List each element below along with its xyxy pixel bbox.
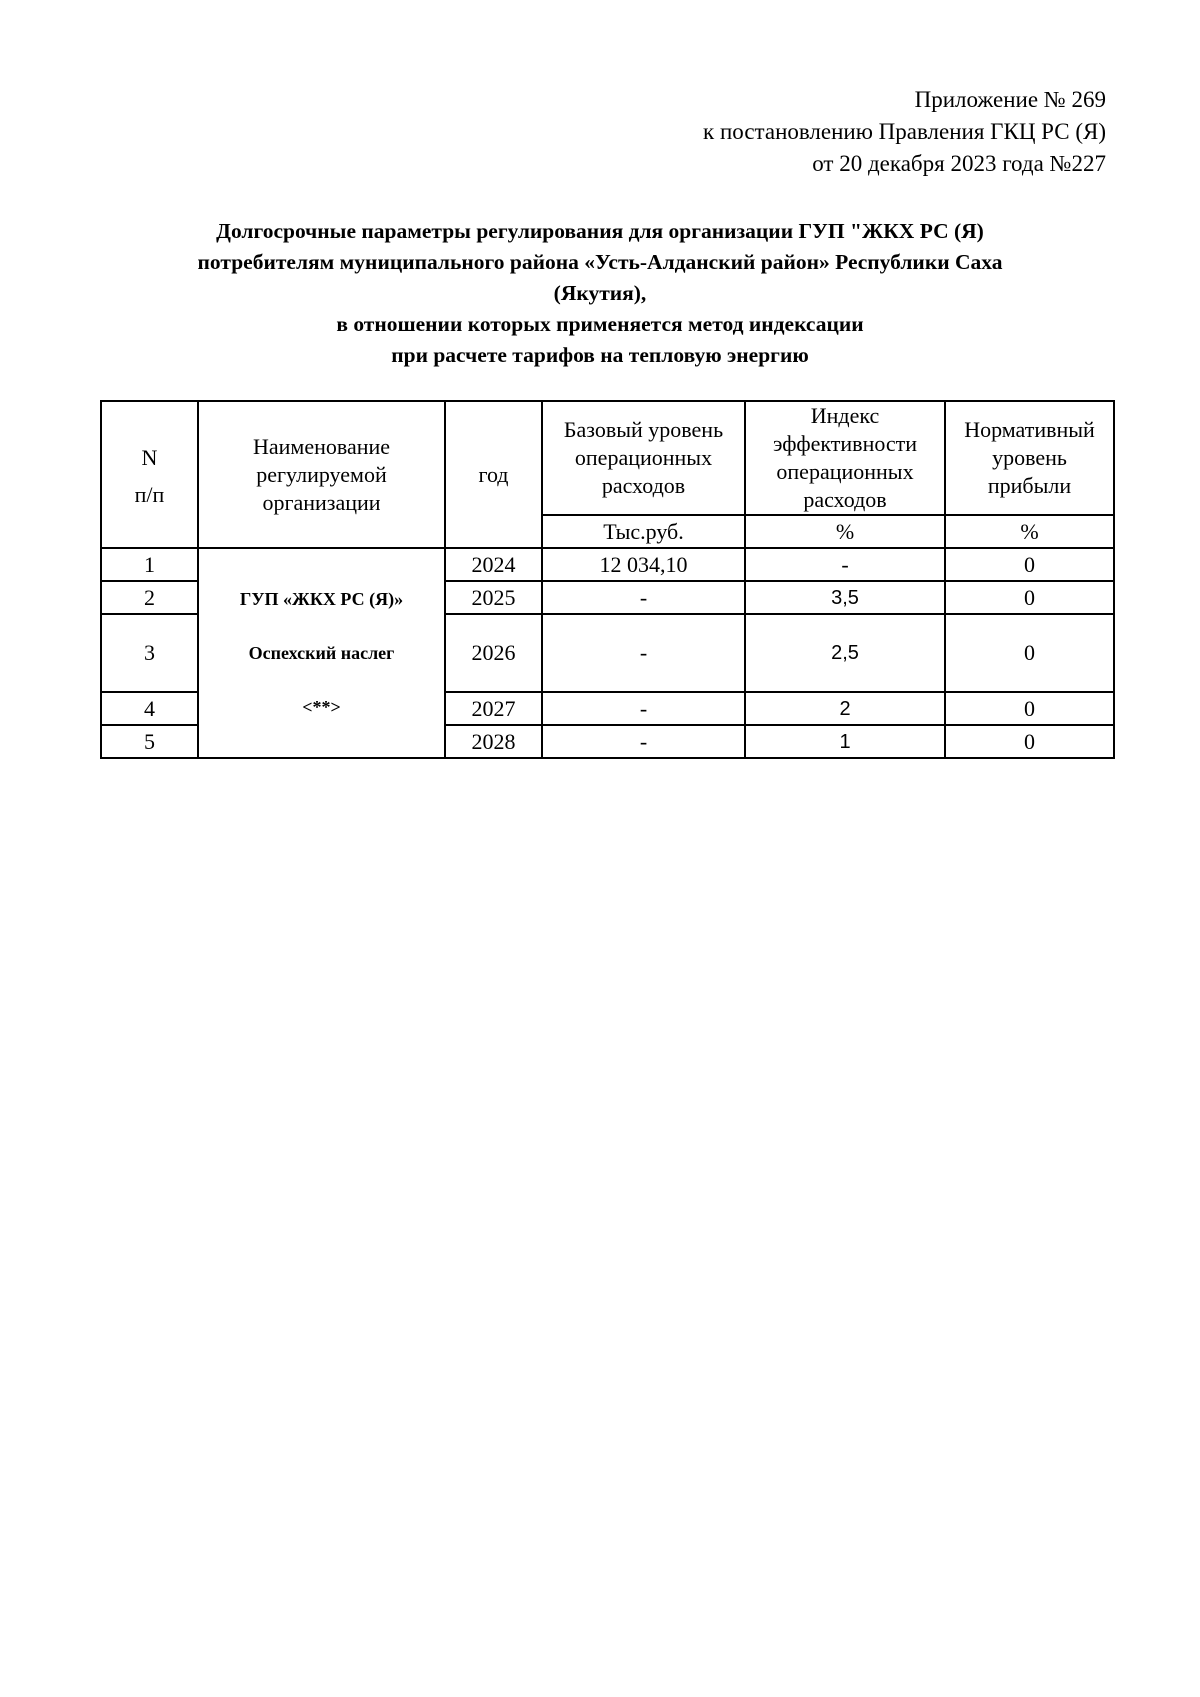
header-base-level: Базовый уровень операционных расходов <box>542 401 745 515</box>
annex-date: от 20 декабря 2023 года №227 <box>812 151 1106 176</box>
annex-number: Приложение № 269 <box>914 87 1106 112</box>
row-profit: 0 <box>945 614 1114 692</box>
row-base: - <box>542 581 745 614</box>
row-year: 2026 <box>445 614 542 692</box>
org-name: ГУП «ЖКХ РС (Я)» <box>239 589 404 609</box>
row-number: 1 <box>101 548 198 581</box>
row-profit: 0 <box>945 581 1114 614</box>
annex-header <box>703 84 1106 180</box>
row-number: 4 <box>101 692 198 725</box>
row-profit: 0 <box>945 548 1114 581</box>
row-number: 5 <box>101 725 198 758</box>
document-title <box>110 216 1090 371</box>
row-number: 2 <box>101 581 198 614</box>
org-settlement: Оспехский наслег <box>248 643 395 663</box>
row-profit: 0 <box>945 692 1114 725</box>
title-line-2: потребителям муниципального района «Усть-Алданский район» Республики Саха <box>197 250 1003 274</box>
row-index: 3,5 <box>745 581 945 614</box>
row-base: 12 034,10 <box>542 548 745 581</box>
header-number-n: N <box>141 445 158 470</box>
header-number-pp: п/п <box>134 482 165 507</box>
row-year: 2025 <box>445 581 542 614</box>
row-base: - <box>542 725 745 758</box>
row-number: 3 <box>101 614 198 692</box>
row-base: - <box>542 692 745 725</box>
row-year: 2028 <box>445 725 542 758</box>
row-index: 2,5 <box>745 614 945 692</box>
org-cell <box>198 548 445 758</box>
unit-base: Тыс.руб. <box>542 515 745 548</box>
row-year: 2027 <box>445 692 542 725</box>
header-profit-level: Нормативный уровень прибыли <box>945 401 1114 515</box>
row-year: 2024 <box>445 548 542 581</box>
annex-resolution: к постановлению Правления ГКЦ РС (Я) <box>703 119 1106 144</box>
header-org: Наименование регулируемой организации <box>198 401 445 548</box>
unit-profit: % <box>945 515 1114 548</box>
table-row <box>101 548 1114 581</box>
row-index: - <box>745 548 945 581</box>
org-footnote-mark: <**> <box>302 697 341 717</box>
parameters-table <box>100 400 1115 759</box>
row-profit: 0 <box>945 725 1114 758</box>
header-year: год <box>445 401 542 548</box>
title-line-5: при расчете тарифов на тепловую энергию <box>391 343 809 367</box>
row-base: - <box>542 614 745 692</box>
title-line-3: (Якутия), <box>553 281 647 305</box>
unit-index: % <box>745 515 945 548</box>
row-index: 2 <box>745 692 945 725</box>
header-efficiency-index: Индекс эффективности операционных расходов <box>745 401 945 515</box>
row-index: 1 <box>745 725 945 758</box>
title-line-1: Долгосрочные параметры регулирования для организации ГУП "ЖКХ РС (Я) <box>216 219 984 243</box>
title-line-4: в отношении которых применяется метод индексации <box>336 312 864 336</box>
header-row <box>101 401 1114 515</box>
header-number <box>101 401 198 548</box>
